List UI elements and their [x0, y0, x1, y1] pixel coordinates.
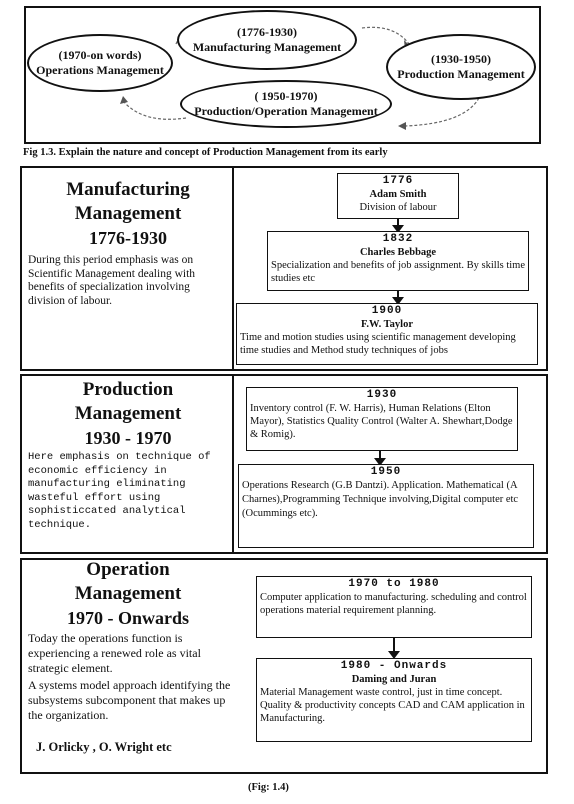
box-text: Operations Research (G.B Dantzi). Application. Mathematical (A Charnes),Programming Technique involving,Digital computer etc (Ocummings etc). [242, 480, 519, 519]
box-1776 [337, 173, 459, 219]
section-heading [30, 378, 226, 450]
box-1832 [267, 231, 529, 291]
fig-1-4-caption: (Fig: 1.4) [248, 782, 289, 793]
box-year: 1776 [382, 175, 414, 187]
ellipse-production-title: Production Management [397, 67, 525, 81]
box-text: Computer application to manufacturing. scheduling and control operations material requirement planning. [260, 592, 527, 616]
ellipse-manufacturing-years: (1776-1930) [237, 25, 297, 39]
section-years: 1970 - Onwards [66, 608, 189, 628]
section-heading [30, 178, 226, 250]
box-subtitle: F.W. Taylor [360, 319, 414, 330]
arrow-down [397, 291, 399, 298]
box-year: 1970 to 1980 [348, 578, 440, 590]
box-text: Inventory control (F. W. Harris), Human Relations (Elton Mayor), Statistics Quality Control (Walter A. Shewhart,Dodge & Romig). [250, 403, 513, 440]
ellipse-operations-years: (1970-on words) [58, 48, 142, 62]
section-description: During this period emphasis was on Scientific Management dealing with benefits of specialization involving division of labour. [28, 254, 196, 307]
section-description: Here emphasis on technique of economic efficiency in manufacturing eliminating wasteful effort using sophisticcated analytical technique. [28, 451, 211, 531]
box-subtitle: Adam Smith [369, 189, 427, 200]
section-heading [30, 558, 226, 630]
box-subtitle: Daming and Juran [351, 674, 437, 685]
box-text: Specialization and benefits of job assignment. By skills time studies etc [271, 260, 525, 284]
ellipse-production-operation [180, 80, 392, 128]
ellipse-production-operation-title: Production/Operation Management [194, 104, 378, 118]
arrow-down [379, 451, 381, 459]
box-subtitle: Charles Bebbage [359, 247, 437, 258]
box-1950 [238, 464, 534, 548]
ellipse-production-years: (1930-1950) [431, 52, 491, 66]
section-description-2: A systems model approach identifying the subsystems subcomponent that makes up the organization. [28, 678, 231, 722]
section-years: 1930 - 1970 [84, 428, 172, 448]
arrow-down [397, 219, 399, 226]
ellipse-production [386, 34, 536, 100]
arrow-down [393, 638, 395, 652]
box-1970-1980 [256, 576, 532, 638]
ellipse-manufacturing-title: Manufacturing Management [192, 40, 342, 54]
box-year: 1930 [366, 389, 398, 401]
heading-line-1: Production [82, 379, 174, 400]
section-description: Today the operations function is experiencing a renewed role as vital strategic element. [28, 631, 201, 675]
box-year: 1950 [370, 466, 402, 478]
box-1900 [236, 303, 538, 365]
box-1980-onwards [256, 658, 532, 742]
section-authors: J. Orlicky , O. Wright etc [36, 740, 172, 754]
heading-line-1: Operation [86, 559, 170, 580]
ellipse-production-operation-years: ( 1950-1970) [254, 89, 318, 103]
box-text: Time and motion studies using scientific management developing time studies and Method study techniques of jobs [240, 332, 516, 356]
ellipse-operations-title: Operations Management [36, 63, 164, 77]
section-divider [232, 166, 234, 371]
box-1930 [246, 387, 518, 451]
ellipse-manufacturing [177, 10, 357, 70]
section-divider [232, 374, 234, 554]
ellipse-operations [27, 34, 173, 92]
box-year: 1900 [371, 305, 403, 317]
fig-1-3-caption: Fig 1.3. Explain the nature and concept of Production Management from its early [23, 147, 388, 158]
box-text: Material Management waste control, just in time concept. Quality & productivity concepts CAD and CAM application in Manufacturing. [260, 687, 525, 724]
heading-line-2: Management [74, 403, 182, 424]
heading-line-1: Manufacturing [66, 179, 190, 200]
heading-line-2: Management [74, 203, 182, 224]
box-text: Division of labour [359, 202, 437, 213]
box-year: 1980 - Onwards [340, 660, 448, 672]
heading-line-2: Management [74, 583, 182, 604]
box-year: 1832 [382, 233, 414, 245]
section-years: 1776-1930 [89, 228, 167, 248]
